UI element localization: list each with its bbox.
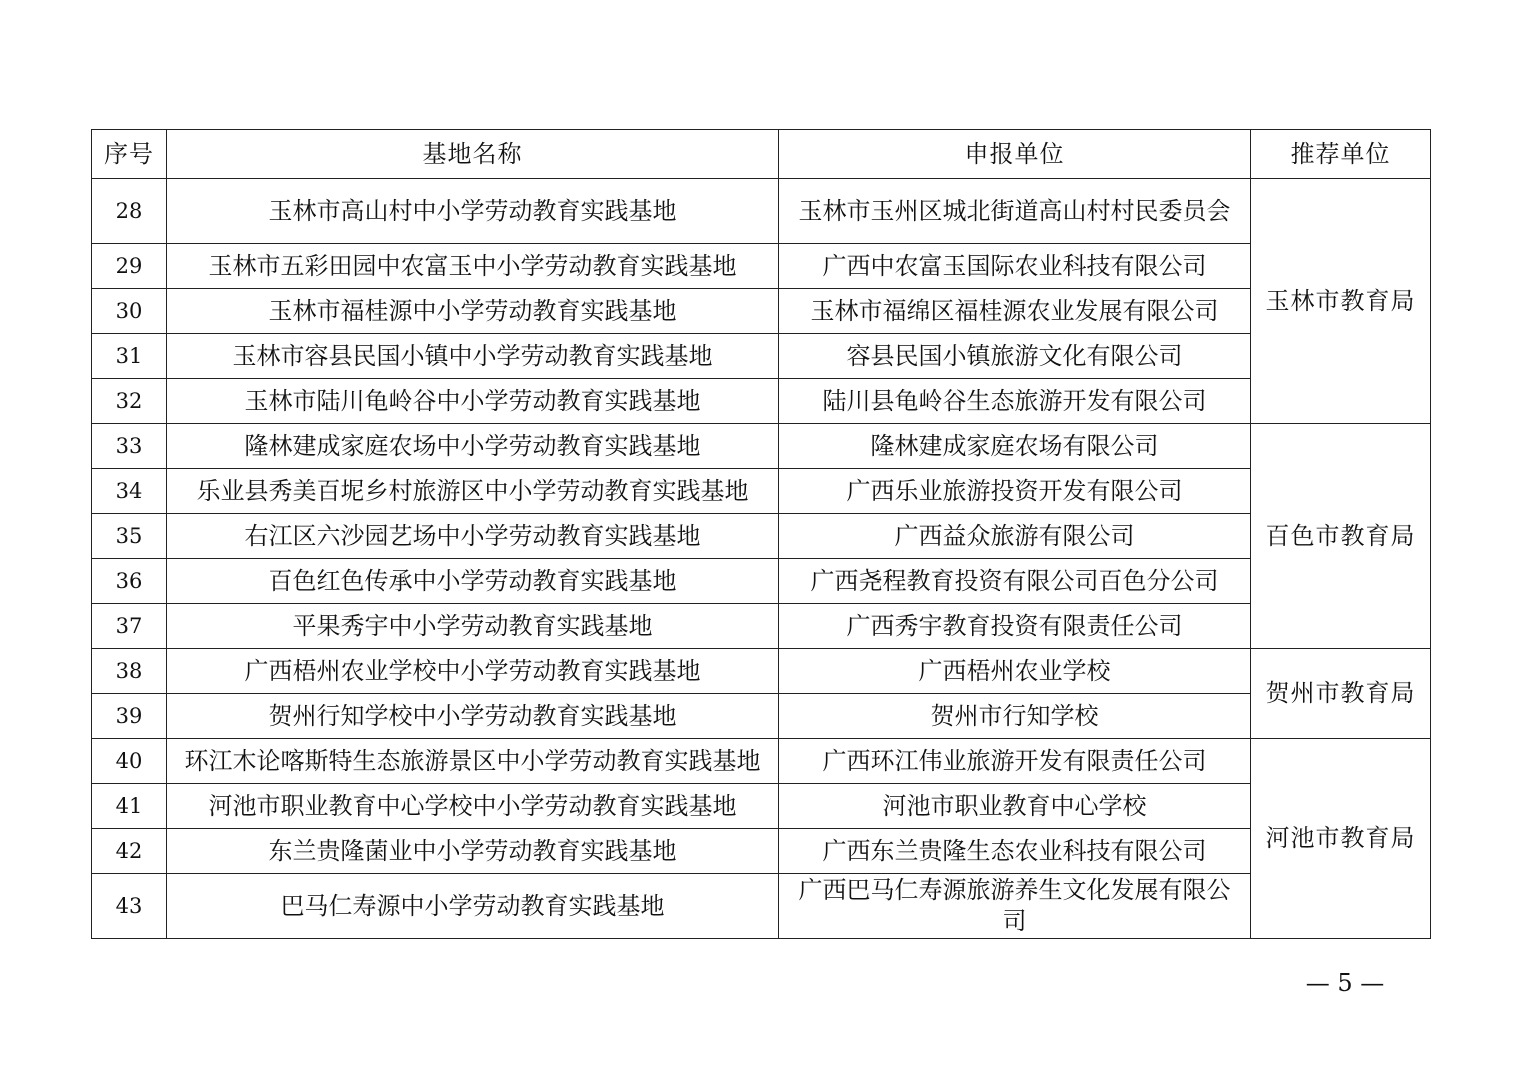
row-base-name: 平果秀宇中小学劳动教育实践基地 bbox=[167, 604, 779, 649]
row-applicant: 广西环江伟业旅游开发有限责任公司 bbox=[779, 739, 1251, 784]
row-base-name: 玉林市容县民国小镇中小学劳动教育实践基地 bbox=[167, 334, 779, 379]
table-row bbox=[92, 739, 1431, 784]
row-applicant: 广西巴马仁寿源旅游养生文化发展有限公司 bbox=[779, 874, 1251, 939]
row-base-name: 东兰贵隆菌业中小学劳动教育实践基地 bbox=[167, 829, 779, 874]
row-seq: 41 bbox=[92, 784, 167, 829]
row-applicant: 玉林市玉州区城北街道高山村村民委员会 bbox=[779, 179, 1251, 244]
row-seq: 35 bbox=[92, 514, 167, 559]
row-seq: 38 bbox=[92, 649, 167, 694]
table-row bbox=[92, 179, 1431, 244]
table-row bbox=[92, 289, 1431, 334]
table-row bbox=[92, 649, 1431, 694]
row-applicant: 河池市职业教育中心学校 bbox=[779, 784, 1251, 829]
table-row bbox=[92, 604, 1431, 649]
row-base-name: 巴马仁寿源中小学劳动教育实践基地 bbox=[167, 874, 779, 939]
row-seq: 34 bbox=[92, 469, 167, 514]
row-applicant: 广西梧州农业学校 bbox=[779, 649, 1251, 694]
row-applicant: 广西秀宇教育投资有限责任公司 bbox=[779, 604, 1251, 649]
row-recommender: 河池市教育局 bbox=[1251, 739, 1431, 939]
header-recommender: 推荐单位 bbox=[1251, 130, 1431, 179]
page-number: — 5 — bbox=[1305, 969, 1385, 997]
row-applicant: 贺州市行知学校 bbox=[779, 694, 1251, 739]
row-base-name: 贺州行知学校中小学劳动教育实践基地 bbox=[167, 694, 779, 739]
header-base-name: 基地名称 bbox=[167, 130, 779, 179]
row-applicant: 玉林市福绵区福桂源农业发展有限公司 bbox=[779, 289, 1251, 334]
row-seq: 39 bbox=[92, 694, 167, 739]
row-applicant: 广西东兰贵隆生态农业科技有限公司 bbox=[779, 829, 1251, 874]
header-row bbox=[92, 130, 1431, 179]
row-seq: 32 bbox=[92, 379, 167, 424]
row-seq: 33 bbox=[92, 424, 167, 469]
row-seq: 28 bbox=[92, 179, 167, 244]
row-seq: 37 bbox=[92, 604, 167, 649]
row-base-name: 玉林市五彩田园中农富玉中小学劳动教育实践基地 bbox=[167, 244, 779, 289]
row-seq: 36 bbox=[92, 559, 167, 604]
row-recommender: 玉林市教育局 bbox=[1251, 179, 1431, 424]
table-body bbox=[92, 179, 1431, 939]
row-applicant: 广西益众旅游有限公司 bbox=[779, 514, 1251, 559]
table-row bbox=[92, 694, 1431, 739]
table-row bbox=[92, 379, 1431, 424]
row-seq: 30 bbox=[92, 289, 167, 334]
table-row bbox=[92, 334, 1431, 379]
row-applicant: 广西乐业旅游投资开发有限公司 bbox=[779, 469, 1251, 514]
row-applicant: 广西中农富玉国际农业科技有限公司 bbox=[779, 244, 1251, 289]
table-row bbox=[92, 784, 1431, 829]
table-row bbox=[92, 874, 1431, 939]
row-base-name: 河池市职业教育中心学校中小学劳动教育实践基地 bbox=[167, 784, 779, 829]
base-list-table bbox=[91, 129, 1431, 939]
row-seq: 42 bbox=[92, 829, 167, 874]
header-seq: 序号 bbox=[92, 130, 167, 179]
table-row bbox=[92, 244, 1431, 289]
row-applicant: 隆林建成家庭农场有限公司 bbox=[779, 424, 1251, 469]
row-seq: 40 bbox=[92, 739, 167, 784]
row-applicant: 陆川县龟岭谷生态旅游开发有限公司 bbox=[779, 379, 1251, 424]
row-seq: 43 bbox=[92, 874, 167, 939]
row-base-name: 百色红色传承中小学劳动教育实践基地 bbox=[167, 559, 779, 604]
row-base-name: 右江区六沙园艺场中小学劳动教育实践基地 bbox=[167, 514, 779, 559]
header-applicant: 申报单位 bbox=[779, 130, 1251, 179]
row-base-name: 环江木论喀斯特生态旅游景区中小学劳动教育实践基地 bbox=[167, 739, 779, 784]
row-base-name: 隆林建成家庭农场中小学劳动教育实践基地 bbox=[167, 424, 779, 469]
row-base-name: 玉林市陆川龟岭谷中小学劳动教育实践基地 bbox=[167, 379, 779, 424]
table-row bbox=[92, 514, 1431, 559]
row-base-name: 玉林市福桂源中小学劳动教育实践基地 bbox=[167, 289, 779, 334]
row-applicant: 广西尧程教育投资有限公司百色分公司 bbox=[779, 559, 1251, 604]
table-header bbox=[92, 130, 1431, 179]
row-seq: 29 bbox=[92, 244, 167, 289]
row-base-name: 乐业县秀美百坭乡村旅游区中小学劳动教育实践基地 bbox=[167, 469, 779, 514]
row-base-name: 广西梧州农业学校中小学劳动教育实践基地 bbox=[167, 649, 779, 694]
table-row bbox=[92, 829, 1431, 874]
table-row bbox=[92, 559, 1431, 604]
table-row bbox=[92, 469, 1431, 514]
row-seq: 31 bbox=[92, 334, 167, 379]
row-base-name: 玉林市高山村中小学劳动教育实践基地 bbox=[167, 179, 779, 244]
table-row bbox=[92, 424, 1431, 469]
row-recommender: 百色市教育局 bbox=[1251, 424, 1431, 649]
row-recommender: 贺州市教育局 bbox=[1251, 649, 1431, 739]
row-applicant: 容县民国小镇旅游文化有限公司 bbox=[779, 334, 1251, 379]
